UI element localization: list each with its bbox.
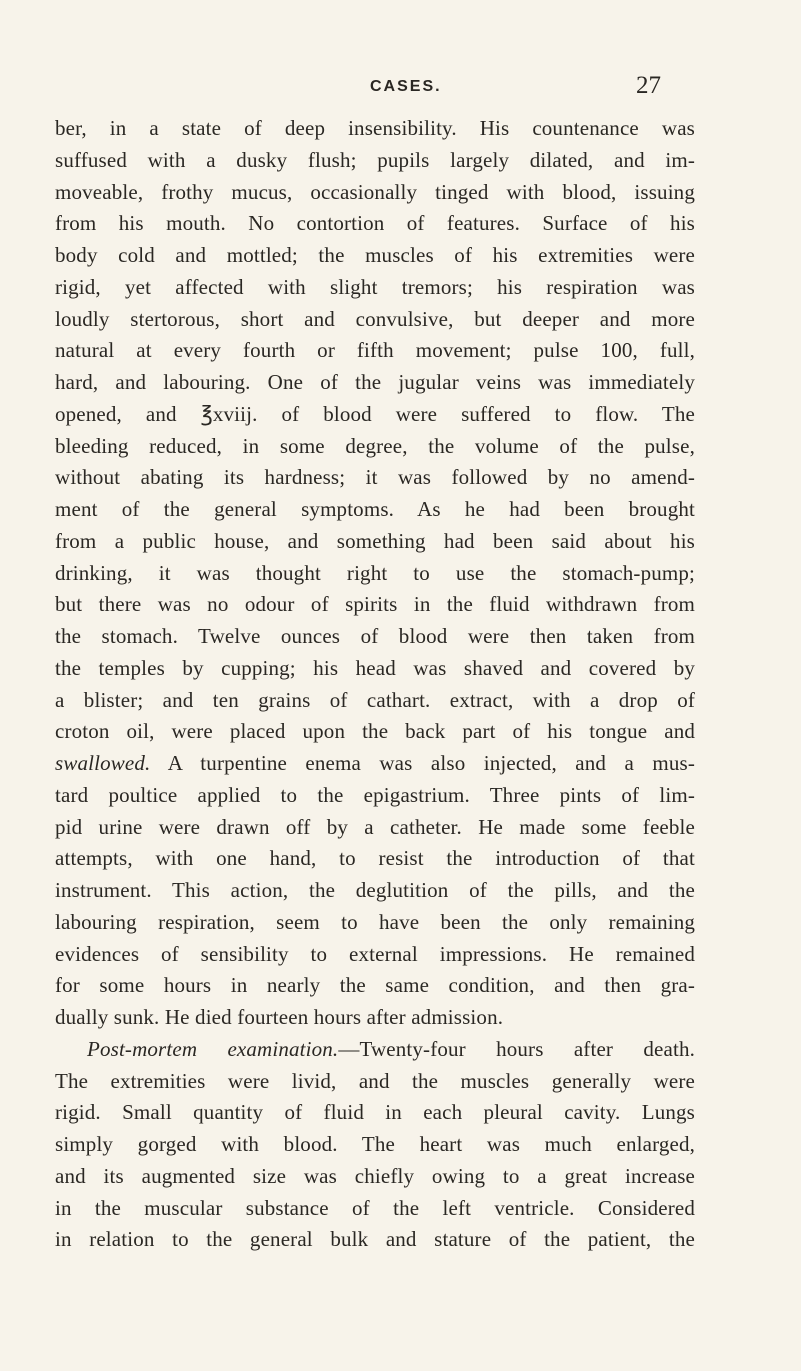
page-number: 27 (636, 72, 661, 99)
running-head (0, 74, 801, 104)
text-line: bleeding reduced, in some degree, the volume of the pulse, (55, 433, 695, 458)
text-line: The extremities were livid, and the muscles generally were (55, 1068, 695, 1093)
text-line: the temples by cupping; his head was shaved and covered by (55, 655, 695, 680)
text-line: loudly stertorous, short and convulsive, but deeper and more (55, 306, 695, 331)
section-heading: Post-mortem examination. (87, 1036, 339, 1061)
text-line: attempts, with one hand, to resist the introduction of that (55, 846, 695, 871)
text-line: opened, and ℥xviij. of blood were suffered to flow. The (55, 401, 695, 426)
text-line (55, 748, 695, 780)
text-line: suffused with a dusky flush; pupils largely dilated, and im- (55, 147, 695, 172)
italic-phrase: swallowed. (55, 751, 151, 775)
text-line: hard, and labouring. One of the jugular veins was immediately (55, 370, 695, 394)
text-line: and its augmented size was chiefly owing to a great increase (55, 1163, 695, 1188)
text-line: in relation to the general bulk and stature of the patient, the (55, 1227, 695, 1252)
running-head-title: CASES. (370, 78, 442, 95)
body-text (55, 113, 695, 1256)
text-line: drinking, it was thought right to use the stomach-pump; (55, 560, 695, 585)
text-line: rigid, yet affected with slight tremors; his respiration was (55, 274, 695, 299)
text-line: labouring respiration, seem to have been the only remaining (55, 909, 695, 934)
text-line: croton oil, were placed upon the back part of his tongue and (55, 719, 695, 744)
text-line: from his mouth. No contortion of features. Surface of his (55, 211, 695, 236)
text-line: ber, in a state of deep insensibility. His countenance was (55, 116, 695, 140)
line-remainder: A turpentine enema was also injected, and a mus- (150, 751, 695, 775)
text-line: rigid. Small quantity of fluid in each pleural cavity. Lungs (55, 1100, 695, 1125)
text-line: the stomach. Twelve ounces of blood were then taken from (55, 624, 695, 648)
text-line: but there was no odour of spirits in the fluid withdrawn from (55, 592, 695, 617)
text-line: a blister; and ten grains of cathart. extract, with a drop of (55, 687, 695, 712)
line-remainder: —Twenty-four hours after death. (338, 1036, 695, 1061)
text-line: natural at every fourth or fifth movement; pulse 100, full, (55, 338, 695, 363)
text-line: tard poultice applied to the epigastrium. Three pints of lim- (55, 782, 695, 807)
text-line: evidences of sensibility to external impressions. He remained (55, 941, 695, 966)
text-line: moveable, frothy mucus, occasionally tinged with blood, issuing (55, 179, 695, 204)
text-line: dually sunk. He died fourteen hours after admission. (55, 1005, 504, 1029)
text-line: instrument. This action, the deglutition of the pills, and the (55, 878, 695, 902)
text-line: for some hours in nearly the same condition, and then gra- (55, 973, 695, 998)
text-line: ment of the general symptoms. As he had been brought (55, 497, 695, 521)
text-line: simply gorged with blood. The heart was much enlarged, (55, 1132, 695, 1156)
text-line: body cold and mottled; the muscles of his extremities were (55, 243, 695, 267)
text-line: from a public house, and something had been said about his (55, 528, 695, 553)
text-line: pid urine were drawn off by a catheter. He made some feeble (55, 814, 695, 839)
text-line: without abating its hardness; it was followed by no amend- (55, 465, 695, 490)
text-line (55, 1034, 695, 1066)
text-line: in the muscular substance of the left ventricle. Considered (55, 1195, 695, 1220)
